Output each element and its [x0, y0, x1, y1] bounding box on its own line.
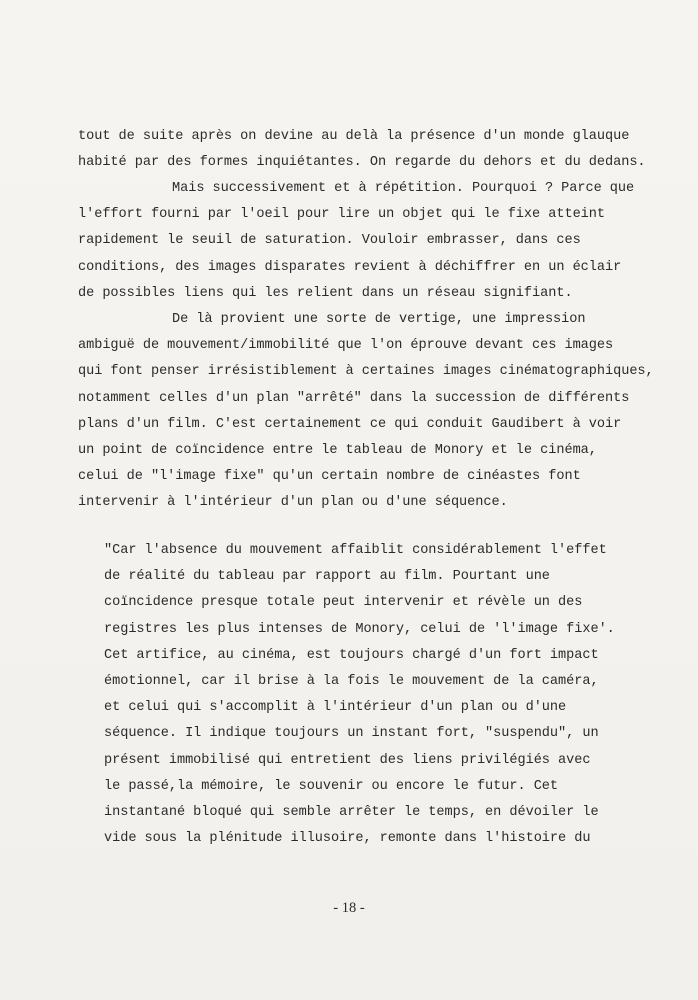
quote-line: Cet artifice, au cinéma, est toujours chargé d'un fort impact — [104, 647, 599, 663]
text-line: De là provient une sorte de vertige, une impression — [172, 312, 586, 327]
quote-line: "Car l'absence du mouvement affaiblit considérablement l'effet — [104, 543, 607, 558]
text-line: de possibles liens qui les relient dans un réseau signifiant. — [78, 285, 573, 301]
quote-line: et celui qui s'accomplit à l'intérieur d'un plan ou d'une — [104, 700, 567, 716]
text-line: celui de "l'image fixe" qu'un certain nombre de cinéastes font — [78, 469, 581, 485]
quote-line: émotionnel, car il brise à la fois le mouvement de la caméra, — [104, 673, 599, 689]
quote-line: coïncidence presque totale peut intervenir et révèle un des — [104, 595, 583, 611]
quote-line: présent immobilisé qui entretient des liens privilégiés avec — [104, 752, 591, 768]
quote-line: séquence. Il indique toujours un instant fort, "suspendu", un — [104, 726, 599, 742]
quote-line: registres les plus intenses de Monory, celui de 'l'image fixe'. — [104, 621, 615, 637]
text-line: ambiguë de mouvement/immobilité que l'on éprouve devant ces images — [78, 338, 614, 354]
text-line: l'effort fourni par l'oeil pour lire un objet qui le fixe atteint — [78, 207, 605, 223]
text-line: un point de coïncidence entre le tableau de Monory et le cinéma, — [78, 442, 597, 458]
paragraph-continuation — [78, 124, 646, 176]
text-line: qui font penser irrésistiblement à certaines images cinématographiques, — [78, 364, 654, 380]
paragraph-successivement — [78, 176, 635, 307]
text-line: rapidement le seuil de saturation. Vouloir embrasser, dans ces — [78, 233, 581, 249]
text-line: tout de suite après on devine au delà la présence d'un monde glauque — [78, 129, 630, 144]
quote-line: de réalité du tableau par rapport au film. Pourtant une — [104, 569, 550, 585]
quote-line: instantané bloqué qui semble arrêter le temps, en dévoiler le — [104, 804, 599, 820]
quote-line: le passé,la mémoire, le souvenir ou encore le futur. Cet — [104, 778, 559, 794]
text-line: intervenir à l'intérieur d'un plan ou d'une séquence. — [78, 495, 508, 511]
page-number: - 18 - — [333, 900, 365, 916]
block-quotation — [104, 538, 615, 852]
text-line: conditions, des images disparates revient à déchiffrer en un éclair — [78, 259, 622, 275]
text-line: Mais successivement et à répétition. Pourquoi ? Parce que — [172, 181, 635, 196]
text-line: habité par des formes inquiétantes. On regarde du dehors et du dedans. — [78, 155, 646, 171]
text-line: notamment celles d'un plan "arrêté" dans la succession de différents — [78, 390, 630, 406]
paragraph-vertige — [78, 307, 654, 517]
text-line: plans d'un film. C'est certainement ce qui conduit Gaudibert à voir — [78, 416, 622, 432]
quote-line: vide sous la plénitude illusoire, remonte dans l'histoire du — [104, 831, 591, 847]
